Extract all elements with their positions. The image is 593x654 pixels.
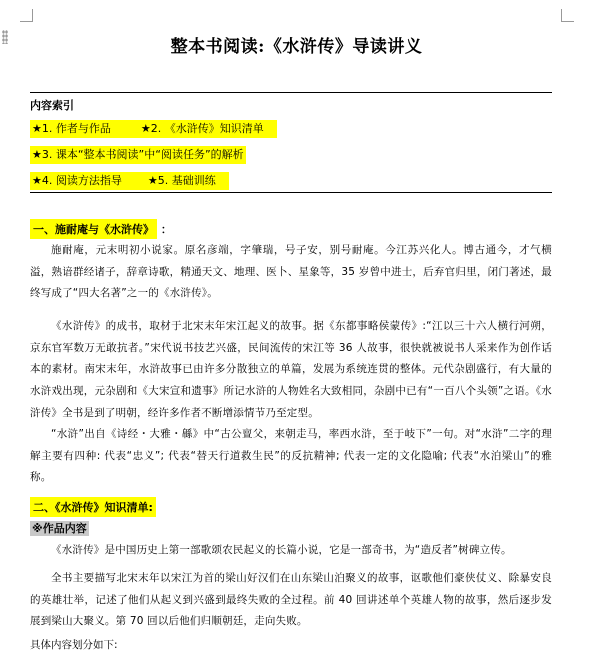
index-heading: 内容索引 <box>30 99 74 112</box>
section-2-paragraph-1: 《水浒传》是中国历史上第一部歌颂农民起义的长篇小说，它是一部奇书，为“造反者”树碑立传。 <box>51 544 512 556</box>
index-row-1 <box>30 120 552 138</box>
index-bottom-rule <box>30 192 552 193</box>
index-top-rule <box>30 92 552 93</box>
index-row-2 <box>30 146 552 164</box>
section-2-subheading-text: ※作品内容 <box>32 522 87 535</box>
section-2-subheading <box>30 520 89 536</box>
index-item-4: ★4. 阅读方法指导 <box>32 174 122 187</box>
index-item-5: ★5. 基础训练 <box>147 174 216 187</box>
page-corner-mark-left <box>20 9 33 22</box>
section-2-tail-line: 具体内容划分如下: <box>30 639 118 651</box>
index-highlight <box>30 146 246 164</box>
page-corner-mark-right <box>561 9 574 22</box>
section-1-heading-text: 一、施耐庵与《水浒传》 <box>30 219 157 239</box>
index-item-2: ★2. 《水浒传》知识清单 <box>140 122 264 135</box>
index-row-3 <box>30 172 552 190</box>
section-1-paragraph-2: 《水浒传》的成书，取材于北宋末年宋江起义的故事。据《东都事略侯蒙传》:“江以三十六人横行河朔，京东官军数万无敢抗者。”宋代说书技艺兴盛，民间流传的宋江等 36 人故事，很快就被说书人采来作为创作话本的素材。南宋末年，水浒故事已由许多分散独立的单篇，发展为系统连贯的整体。元代杂剧盛行，有大量的水浒戏出现，元杂剧和《大宋宣和遗事》所记水浒的人物姓名大致相同，杂剧中已有“一百八个头领”之语。《水浒传》全书是到了明朝，经许多作者不断增添情节乃至定型。 <box>30 320 552 419</box>
index-highlight <box>30 120 277 138</box>
section-1-paragraph-1: 施耐庵，元末明初小说家。原名彦端，字肇瑞，号子安，别号耐庵。今江苏兴化人。博古通今，才气横溢，熟谙群经诸子，辞章诗歌，精通天文、地理、医卜、星象等，35 岁曾中进士，后弃官归里，闭门著述，最终写成了“四大名著”之一的《水浒传》。 <box>30 244 552 300</box>
section-2-heading-text: 二、《水浒传》知识清单: <box>30 497 156 517</box>
section-2-paragraph-2: 全书主要描写北宋末年以宋江为首的梁山好汉们在山东梁山泊聚义的故事，讴歌他们豪侠仗义、除暴安良的英雄壮举，记述了他们从起义到兴盛到最终失败的全过程。前 40 回讲述单个英雄人物的故事，然后逐步发展到梁山大聚义。第 70 回以后他们归顺朝廷，走向失败。 <box>30 572 552 628</box>
index-item-3: ★3. 课本“整本书阅读”中“阅读任务”的解析 <box>32 148 244 161</box>
document-title: 整本书阅读:《水浒传》导读讲义 <box>170 37 423 57</box>
section-1-paragraph-3: “水浒”出自《诗经・大雅・緜》中“古公亶父，来朝走马，率西水浒，至于岐下”一句。对“水浒”二字的理解主要有四种: 代表“忠义”; 代表“替天行道救生民”的反抗精神; 代表一定的文化隐喻; 代表“水泊梁山”的雅称。 <box>30 428 552 484</box>
section-1-heading <box>30 219 172 239</box>
section-2-heading <box>30 497 156 517</box>
section-1-heading-suffix: ： <box>157 223 172 236</box>
index-highlight <box>30 172 229 190</box>
index-item-1: ★1. 作者与作品 <box>32 122 111 135</box>
